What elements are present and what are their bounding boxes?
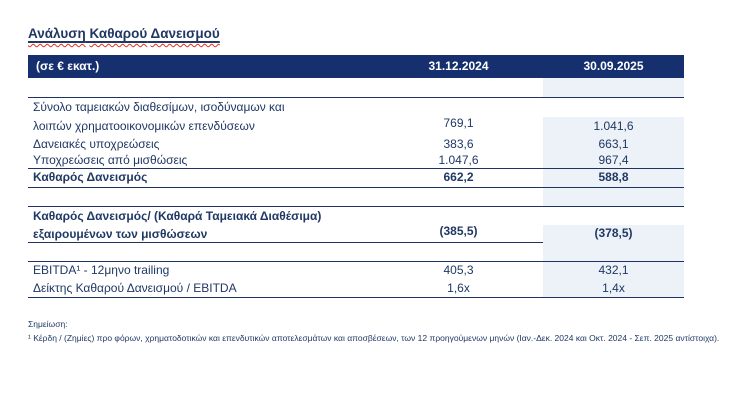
- spacer-row: [28, 78, 684, 98]
- spacer-row: [28, 188, 684, 207]
- table-row-lease-obligations: [28, 153, 684, 169]
- highlight-column-band: [543, 243, 684, 261]
- title-word: Δανεισμού: [150, 26, 220, 41]
- row-label: Σύνολο ταμειακών διαθεσίμων, ισοδύναμων και λοιπών χρηματοοικονομικών επενδύσεων: [33, 100, 285, 133]
- value-2025: (378,5): [543, 225, 684, 243]
- column-header-units: (σε € εκατ.): [36, 58, 100, 73]
- value-2024: 662,2: [443, 170, 474, 185]
- table-row-ebitda: [28, 262, 684, 280]
- value-2024: 405,3: [443, 263, 474, 278]
- table-row-cash-equivalents: [28, 98, 684, 136]
- value-2024: 383,6: [443, 136, 474, 151]
- row-label: Δείκτης Καθαρού Δανεισμού / EBITDA: [33, 280, 237, 295]
- title-word: Ανάλυση: [28, 26, 86, 41]
- table-row-net-debt-excl-leases: [28, 207, 684, 243]
- row-label: Καθαρός Δανεισμός/ (Καθαρά Ταμειακά Διαθέσιμα) εξαιρουμένων των μισθώσεων: [33, 209, 322, 241]
- spacer-row: [28, 243, 684, 262]
- table-row-net-debt: [28, 169, 684, 188]
- value-2024: 1,6x: [447, 280, 470, 295]
- value-2024: (385,5): [439, 224, 478, 238]
- footnote-heading: Σημείωση:: [28, 319, 68, 329]
- value-2025: 588,8: [543, 169, 684, 187]
- value-2025: 1.041,6: [543, 117, 684, 136]
- value-2025: 663,1: [543, 136, 684, 153]
- row-label: Υποχρεώσεις από μισθώσεις: [33, 152, 188, 167]
- value-2025: 967,4: [543, 153, 684, 168]
- title-word: Καθαρού: [89, 26, 148, 41]
- table-row-net-debt-to-ebitda: [28, 280, 684, 298]
- column-header-period1: 31.12.2024: [428, 58, 489, 73]
- table-row-loan-obligations: [28, 136, 684, 153]
- footnote: [28, 317, 734, 345]
- value-2025: 432,1: [543, 262, 684, 280]
- table-header-row: [28, 55, 684, 78]
- value-2024: 769,1: [443, 116, 474, 130]
- row-label: EBITDA¹ - 12μηνο trailing: [33, 263, 170, 278]
- highlight-column-band: [543, 188, 684, 206]
- page-title: [28, 26, 220, 41]
- net-debt-table: [28, 55, 684, 298]
- value-2024: 1.047,6: [438, 152, 479, 167]
- row-label: Καθαρός Δανεισμός: [33, 170, 148, 185]
- highlight-column-band: [543, 78, 684, 97]
- value-2025: 1,4x: [543, 280, 684, 297]
- row-label: Δανειακές υποχρεώσεις: [33, 136, 160, 151]
- footnote-text: ¹ Κέρδη / (Ζημίες) προ φόρων, χρηματοδοτικών και επενδυτικών αποτελεσμάτων και αποσβέσεων, των 12 προηγούμενων μηνών (Ιαν.-Δεκ. 2024 και Οκτ. 2024 - Σεπ. 2025 αντίστοιχα).: [28, 333, 720, 343]
- column-header-period2: 30.09.2025: [583, 58, 644, 73]
